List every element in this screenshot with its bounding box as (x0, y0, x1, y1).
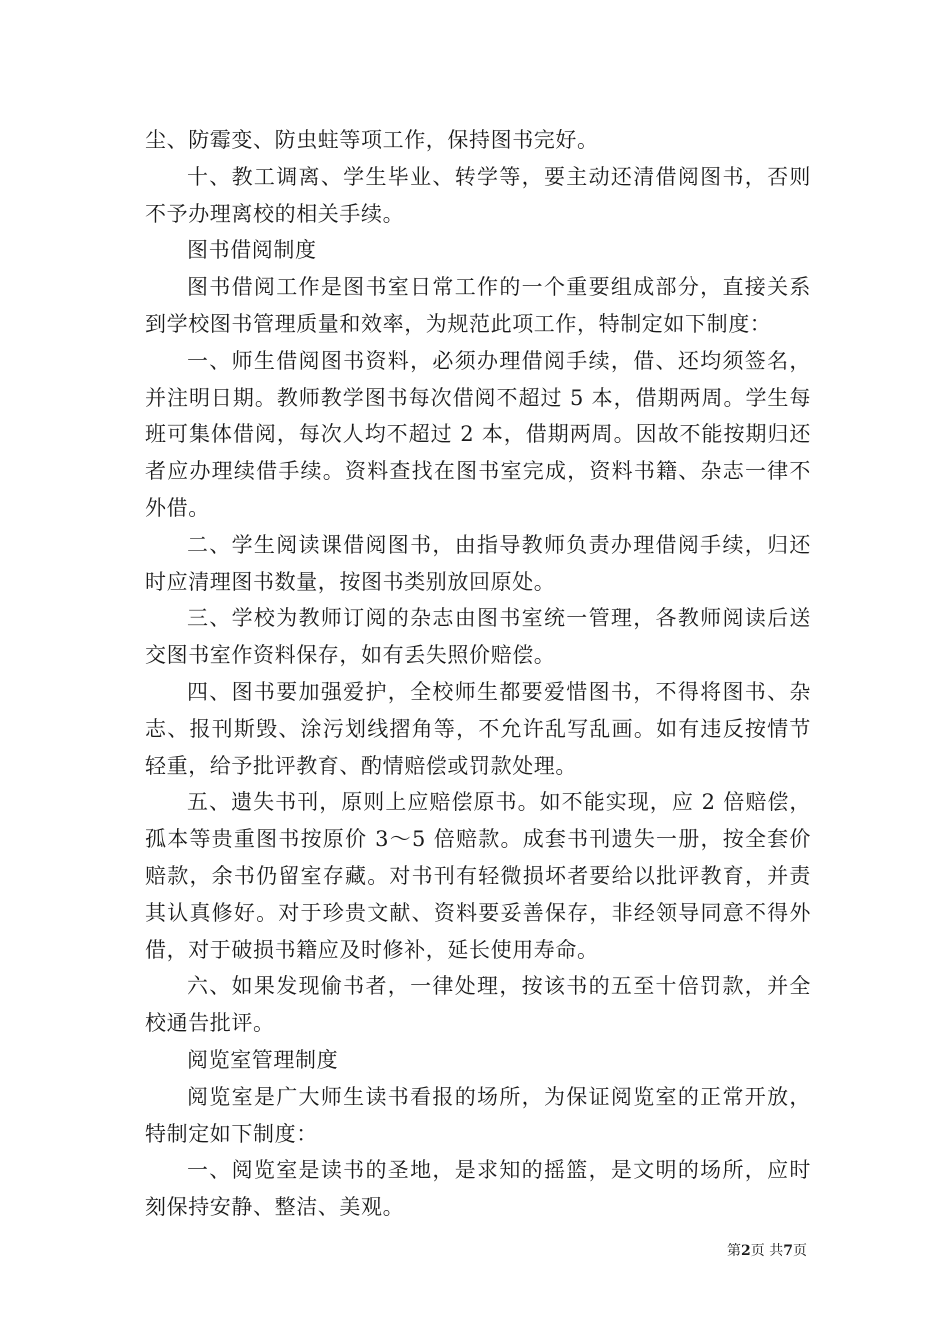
page-number-footer (727, 1242, 807, 1260)
footer-suffix: 页 (793, 1243, 807, 1259)
paragraph-2: 十、教工调离、学生毕业、转学等，要主动还清借阅图书，否则不予办理离校的相关手续。 (145, 164, 811, 226)
paragraph-4: 图书借阅工作是图书室日常工作的一个重要组成部分，直接关系到学校图书管理质量和效率，为规范此项工作，特制定如下制度： (145, 275, 811, 336)
section-heading-reading-room: 阅览室管理制度 (187, 1047, 339, 1072)
current-page-number: 2 (741, 1243, 751, 1259)
paragraph-7: 三、学校为教师订阅的杂志由图书室统一管理，各教师阅读后送交图书室作资料保存，如有丢失照价赔偿。 (145, 606, 811, 668)
footer-prefix: 第 (727, 1243, 742, 1259)
paragraph-12: 阅览室是广大师生读书看报的场所，为保证阅览室的正常开放，特制定如下制度： (145, 1084, 811, 1146)
paragraph-6: 二、学生阅读课借阅图书，由指导教师负责办理借阅手续，归还时应清理图书数量，按图书类别放回原处。 (145, 532, 811, 594)
footer-middle: 页 共 (750, 1243, 784, 1259)
paragraph-9: 五、遗失书刊，原则上应赔偿原书。如不能实现，应 2 倍赔偿，孤本等贵重图书按原价 3～5 倍赔款。成套书刊遗失一册，按全套价赔款，余书仍留室存藏。对书刊有轻微损坏者要给以批评教育，并责其认真修好。对于珍贵文献、资料要妥善保存，非经领导同意不得外借，对于破损书籍应及时修补，延长使用寿命。 (145, 790, 811, 962)
paragraph-5: 一、师生借阅图书资料，必须办理借阅手续，借、还均须签名，并注明日期。教师教学图书每次借阅不超过 5 本，借期两周。学生每班可集体借阅，每次人均不超过 2 本，借期两周。因故不能按期归还者应办理续借手续。资料查找在图书室完成，资料书籍、杂志一律不外借。 (145, 348, 811, 520)
section-heading-borrowing: 图书借阅制度 (187, 238, 317, 263)
document-body (145, 122, 811, 1226)
paragraph-8: 四、图书要加强爱护，全校师生都要爱惜图书，不得将图书、杂志、报刊斯毁、涂污划线摺角等，不允许乱写乱画。如有违反按情节轻重，给予批评教育、酌情赔偿或罚款处理。 (145, 679, 811, 778)
paragraph-10: 六、如果发现偷书者，一律处理，按该书的五至十倍罚款，并全校通告批评。 (145, 974, 811, 1036)
total-pages-number: 7 (783, 1243, 793, 1259)
paragraph-1: 尘、防霉变、防虫蛀等项工作，保持图书完好。 (145, 128, 599, 152)
paragraph-13: 一、阅览室是读书的圣地，是求知的摇篮，是文明的场所，应时刻保持安静、整洁、美观。 (145, 1158, 811, 1220)
